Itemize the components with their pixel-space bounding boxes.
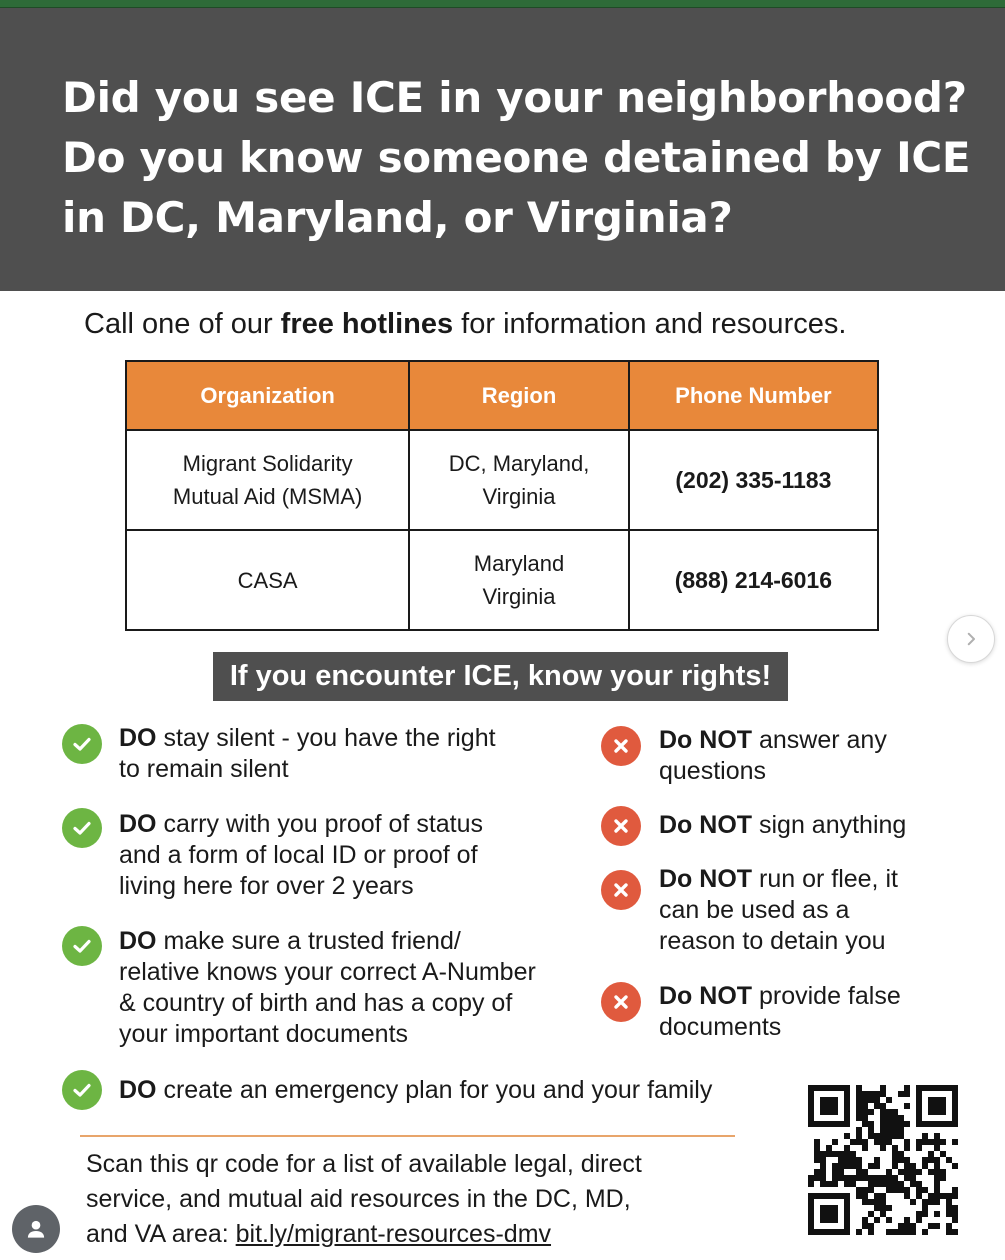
cell-region [409,430,629,530]
section-divider [80,1135,735,1137]
avatar[interactable] [12,1205,60,1253]
item-text: questions [659,757,767,785]
cell-region [409,530,629,630]
dont-label: Do NOT [659,726,753,754]
table-row [126,530,878,630]
cell-organization [126,530,409,630]
scan-text: and VA area: [86,1220,236,1248]
item-text: carry with you proof of status [156,810,484,838]
item-text: can be used as a [659,896,850,924]
x-circle-icon [601,982,641,1022]
dont-item [659,725,887,787]
hotline-table [125,360,879,631]
dont-item [659,981,901,1043]
person-icon [23,1216,49,1242]
headline [62,68,971,248]
item-text: to remain silent [119,755,289,783]
check-circle-icon [62,926,102,966]
dont-label: Do NOT [659,811,753,839]
dont-label: Do NOT [659,982,753,1010]
item-text: and a form of local ID or proof of [119,841,478,869]
x-circle-icon [601,870,641,910]
item-text: provide false [752,982,901,1010]
x-circle-icon [601,806,641,846]
do-label: DO [119,810,157,838]
do-item [119,809,483,902]
column-header-region: Region [409,361,629,430]
do-item [119,926,536,1050]
item-text: living here for over 2 years [119,872,414,900]
item-text: reason to detain you [659,927,886,955]
cell-line: Virginia [482,584,556,609]
headline-line: in DC, Maryland, or Virginia? [62,193,733,242]
scan-text: service, and mutual aid resources in the DC, MD, [86,1185,631,1213]
do-item [119,723,496,785]
item-text: make sure a trusted friend/ [156,927,461,955]
check-circle-icon [62,808,102,848]
do-label: DO [119,1076,157,1104]
item-text: documents [659,1013,782,1041]
check-circle-icon [62,724,102,764]
do-label: DO [119,927,157,955]
rights-banner: If you encounter ICE, know your rights! [213,652,788,701]
chevron-right-icon [962,630,980,648]
table-row [126,430,878,530]
intro-suffix: for information and resources. [453,308,847,340]
item-text: run or flee, it [752,865,898,893]
intro-bold: free hotlines [280,308,454,340]
item-text: answer any [752,726,887,754]
item-text: create an emergency plan for you and your family [156,1076,713,1104]
column-header-phone: Phone Number [629,361,878,430]
cell-line: Maryland [473,551,565,576]
x-circle-icon [601,726,641,766]
cell-phone: (888) 214-6016 [629,530,878,630]
do-label: DO [119,724,157,752]
item-text: relative knows your correct A-Number [119,958,536,986]
cell-line: Virginia [482,484,556,509]
dont-item [659,864,898,957]
cell-organization [126,430,409,530]
dont-label: Do NOT [659,865,753,893]
headline-line: Did you see ICE in your neighborhood? [62,73,967,122]
cell-line: Mutual Aid (MSMA) [172,484,363,509]
intro-prefix: Call one of our [84,308,281,340]
scan-text: Scan this qr code for a list of available legal, direct [86,1150,642,1178]
cell-line: CASA [237,567,298,593]
item-text: stay silent - you have the right [156,724,496,752]
dont-item [659,810,906,841]
qr-code [808,1085,958,1235]
scan-instructions [86,1147,642,1252]
check-circle-icon [62,1070,102,1110]
item-text: sign anything [752,811,907,839]
table-header-row [126,361,878,430]
headline-line: Do you know someone detained by ICE [62,133,971,182]
top-accent-strip [0,0,1005,8]
cell-phone: (202) 335-1183 [629,430,878,530]
intro-text [84,308,846,341]
resources-link[interactable]: bit.ly/migrant-resources-dmv [235,1220,552,1248]
item-text: your important documents [119,1020,409,1048]
item-text: & country of birth and has a copy of [119,989,513,1017]
cell-line: Migrant Solidarity [182,451,353,476]
column-header-organization: Organization [126,361,409,430]
do-item [119,1075,712,1106]
next-slide-button[interactable] [947,615,995,663]
header-banner [0,8,1005,291]
cell-line: DC, Maryland, [448,451,590,476]
